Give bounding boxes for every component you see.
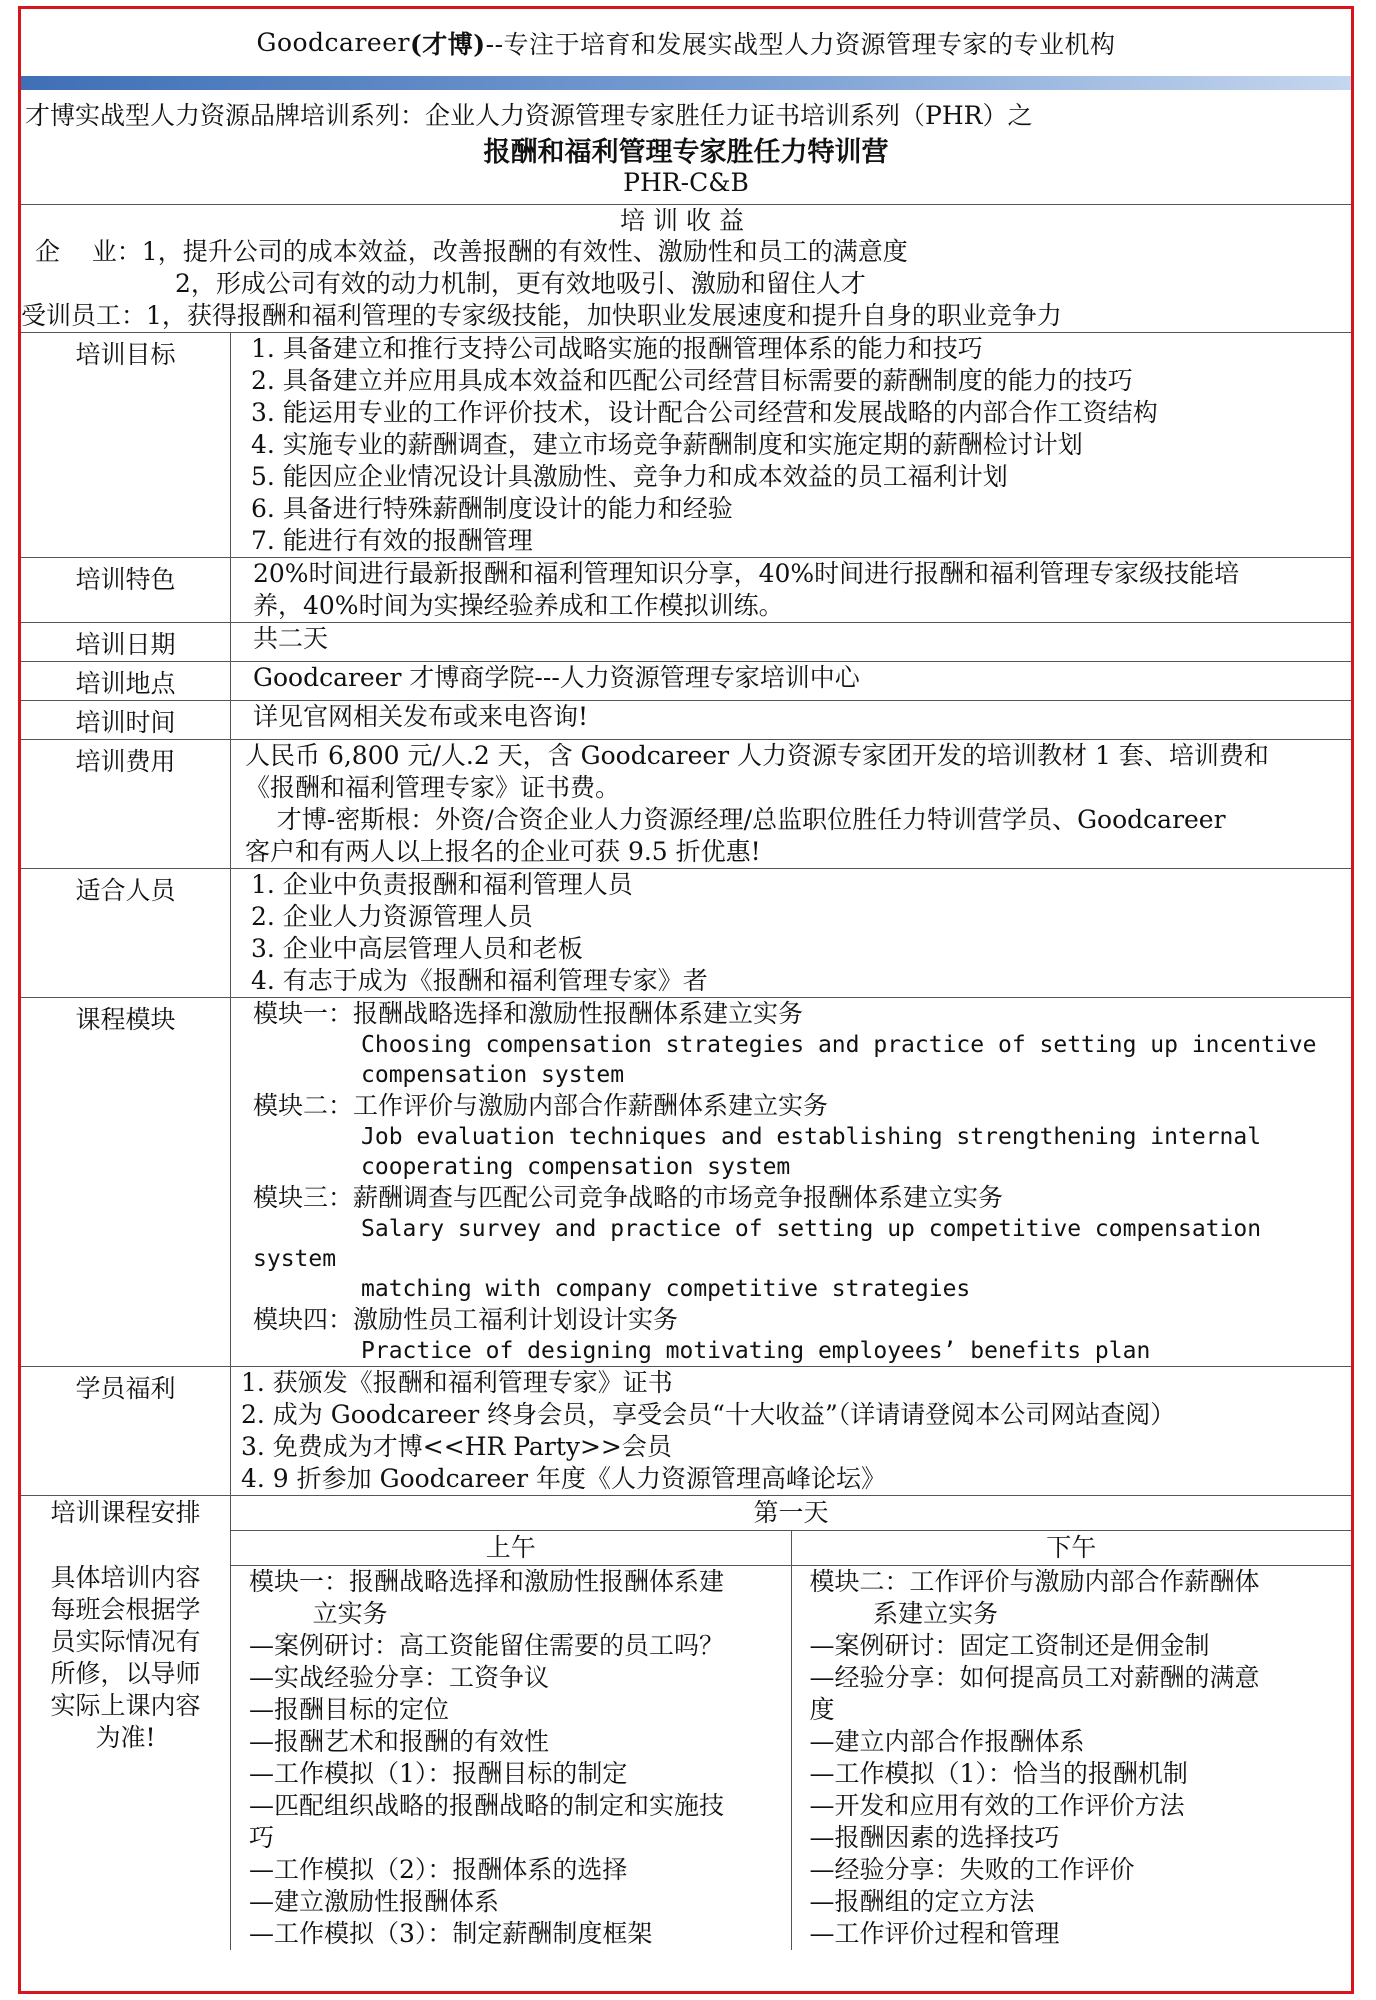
module-en: Job evaluation techniques and establishing strengthening internal bbox=[361, 1124, 1262, 1150]
schedule-afternoon bbox=[791, 1531, 1352, 1950]
module-cn: 模块四：激励性员工福利计划设计实务 bbox=[253, 1305, 679, 1334]
row-audience bbox=[21, 868, 1351, 997]
list-item: 1. 企业中负责报酬和福利管理人员 bbox=[251, 870, 633, 899]
schedule-note-line: 员实际情况有 bbox=[50, 1627, 201, 1656]
header-color-bar bbox=[21, 76, 1351, 90]
schedule-item: —案例研讨：固定工资制还是佣金制 bbox=[809, 1631, 1210, 1660]
text-line: 客户和有两人以上报名的企业可获 9.5 折优惠! bbox=[245, 837, 761, 866]
benefits-heading: 培训收益 bbox=[21, 204, 1351, 236]
list-item: 1. 获颁发《报酬和福利管理专家》证书 bbox=[241, 1368, 673, 1397]
module-en: Practice of designing motivating employees’ benefits plan bbox=[361, 1338, 1151, 1364]
schedule-note-line: 为准! bbox=[95, 1723, 156, 1752]
module-cn: 模块二：工作评价与激励内部合作薪酬体系建立实务 bbox=[253, 1091, 829, 1120]
schedule-item: —案例研讨：高工资能留住需要的员工吗？ bbox=[249, 1631, 725, 1660]
series-line: 才博实战型人力资源品牌培训系列：企业人力资源管理专家胜任力证书培训系列（PHR）之 bbox=[25, 101, 1033, 130]
header-banner bbox=[21, 9, 1351, 76]
schedule-item: —工作评价过程和管理 bbox=[809, 1919, 1060, 1948]
row-objectives bbox=[21, 332, 1351, 557]
module-cn: 模块三：薪酬调查与匹配公司竞争战略的市场竞争报酬体系建立实务 bbox=[253, 1183, 1004, 1212]
schedule-item: —报酬组的定立方法 bbox=[809, 1887, 1035, 1916]
schedule-item: 系建立实务 bbox=[809, 1599, 999, 1628]
modules-list bbox=[231, 998, 1351, 1366]
list-item: 2. 具备建立并应用具成本效益和匹配公司经营目标需要的薪酬制度的能力的技巧 bbox=[251, 366, 1133, 395]
schedule-item: —实战经验分享：工资争议 bbox=[249, 1663, 550, 1692]
row-label: 培训日期 bbox=[21, 623, 231, 661]
list-item: 7. 能进行有效的报酬管理 bbox=[251, 526, 533, 555]
perks-list bbox=[231, 1367, 1351, 1495]
header-brand-cn: (才博) bbox=[409, 29, 486, 59]
row-label: 培训特色 bbox=[21, 558, 231, 622]
schedule-item: —报酬因素的选择技巧 bbox=[809, 1823, 1060, 1852]
schedule-item: 立实务 bbox=[249, 1599, 388, 1628]
list-item: 1. 具备建立和推行支持公司战略实施的报酬管理体系的能力和技巧 bbox=[251, 334, 983, 363]
row-dates bbox=[21, 622, 1351, 661]
row-location bbox=[21, 661, 1351, 700]
schedule-item: —经验分享：失败的工作评价 bbox=[809, 1855, 1135, 1884]
benefit-company-label: 企 业： bbox=[35, 237, 142, 266]
schedule-item: —开发和应用有效的工作评价方法 bbox=[809, 1791, 1185, 1820]
afternoon-heading: 下午 bbox=[792, 1531, 1352, 1566]
schedule-item: —工作模拟（2）：报酬体系的选择 bbox=[249, 1855, 628, 1884]
row-label: 课程模块 bbox=[21, 998, 231, 1366]
schedule-item: —工作模拟（1）：恰当的报酬机制 bbox=[809, 1759, 1188, 1788]
schedule-item: —报酬目标的定位 bbox=[249, 1695, 450, 1724]
schedule-note-line: 所修，以导师 bbox=[50, 1659, 201, 1688]
row-perks bbox=[21, 1366, 1351, 1495]
schedule-halves bbox=[231, 1531, 1351, 1950]
schedule-note-line: 实际上课内容 bbox=[50, 1691, 201, 1720]
audience-list bbox=[231, 869, 1351, 997]
text-line: 20%时间进行最新报酬和福利管理知识分享，40%时间进行报酬和福利管理专家级技能培 bbox=[253, 559, 1240, 588]
schedule-item: —工作模拟（1）：报酬目标的制定 bbox=[249, 1759, 628, 1788]
course-code: PHR-C&B bbox=[623, 168, 749, 197]
row-fee bbox=[21, 739, 1351, 868]
row-modules bbox=[21, 997, 1351, 1366]
benefit-company-item: 2，形成公司有效的动力机制，更有效地吸引、激励和留住人才 bbox=[175, 269, 866, 298]
schedule-item: 模块一：报酬战略选择和激励性报酬体系建 bbox=[249, 1567, 725, 1596]
module-en: Choosing compensation strategies and practice of setting up incentive bbox=[361, 1032, 1317, 1058]
location-value: Goodcareer 才博商学院---人力资源管理专家培训中心 bbox=[253, 663, 860, 692]
row-features bbox=[21, 557, 1351, 622]
text-line: 才博-密斯根：外资/合资企业人力资源经理/总监职位胜任力特训营学员、Goodcareer bbox=[245, 805, 1226, 834]
schedule-item: —经验分享：如何提高员工对薪酬的满意 bbox=[809, 1663, 1260, 1692]
module-en: cooperating compensation system bbox=[361, 1154, 791, 1180]
benefit-employee-line bbox=[21, 300, 1351, 332]
header-brand-prefix: Goodcareer bbox=[256, 28, 410, 57]
benefit-company-line-1 bbox=[21, 236, 1351, 268]
row-label: 培训课程安排 bbox=[50, 1498, 201, 1527]
benefit-company-item: 1，提升公司的成本效益，改善报酬的有效性、激励性和员工的满意度 bbox=[141, 237, 908, 266]
schedule-content bbox=[231, 1496, 1351, 1950]
schedule-note-line: 每班会根据学 bbox=[50, 1595, 201, 1624]
objectives-list bbox=[231, 333, 1351, 557]
course-title: 报酬和福利管理专家胜任力特训营 bbox=[483, 137, 889, 168]
schedule-item: —工作模拟（3）：制定薪酬制度框架 bbox=[249, 1919, 653, 1948]
list-item: 5. 能因应企业情况设计具激励性、竞争力和成本效益的员工福利计划 bbox=[251, 462, 1008, 491]
list-item: 2. 企业人力资源管理人员 bbox=[251, 902, 533, 931]
row-label: 培训地点 bbox=[21, 662, 231, 700]
text-line: 《报酬和福利管理专家》证书费。 bbox=[245, 773, 621, 802]
schedule-item: —建立激励性报酬体系 bbox=[249, 1887, 500, 1916]
schedule-item: 巧 bbox=[249, 1823, 275, 1852]
list-item: 3. 能运用专业的工作评价技术，设计配合公司经营和发展战略的内部合作工资结构 bbox=[251, 398, 1158, 427]
benefit-employee-label: 受训员工： bbox=[21, 301, 147, 330]
row-label: 培训目标 bbox=[21, 333, 231, 557]
text-line: 人民币 6,800 元/人.2 天，含 Goodcareer 人力资源专家团开发的培训教材 1 套、培训费和 bbox=[245, 741, 1269, 770]
row-label: 培训费用 bbox=[21, 740, 231, 868]
module-en: compensation system bbox=[361, 1062, 625, 1088]
module-en: matching with company competitive strategies bbox=[361, 1276, 971, 1302]
header-tagline: --专注于培育和发展实战型人力资源管理专家的专业机构 bbox=[485, 29, 1116, 59]
schedule-item: 模块二：工作评价与激励内部合作薪酬体 bbox=[809, 1567, 1260, 1596]
schedule-day: 第一天 bbox=[231, 1496, 1351, 1531]
list-item: 3. 企业中高层管理人员和老板 bbox=[251, 934, 583, 963]
schedule-item: —报酬艺术和报酬的有效性 bbox=[249, 1727, 550, 1756]
schedule-item: —建立内部合作报酬体系 bbox=[809, 1727, 1085, 1756]
dates-value: 共二天 bbox=[253, 624, 329, 653]
list-item: 6. 具备进行特殊薪酬制度设计的能力和经验 bbox=[251, 494, 733, 523]
list-item: 4. 实施专业的薪酬调查，建立市场竞争薪酬制度和实施定期的薪酬检讨计划 bbox=[251, 430, 1083, 459]
module-cn: 模块一：报酬战略选择和激励性报酬体系建立实务 bbox=[253, 999, 804, 1028]
schedule-label-cell bbox=[21, 1496, 231, 1950]
benefit-company-line-2 bbox=[21, 268, 1351, 300]
module-en-wrap: system bbox=[253, 1246, 337, 1272]
list-item: 2. 成为 Goodcareer 终身会员，享受会员“十大收益”（详请请登阅本公司网站查阅） bbox=[241, 1400, 1176, 1429]
list-item: 3. 免费成为才博<<HR Party>>会员 bbox=[241, 1432, 672, 1461]
row-time bbox=[21, 700, 1351, 739]
time-value: 详见官网相关发布或来电咨询! bbox=[253, 702, 589, 731]
schedule-item: 度 bbox=[809, 1695, 835, 1724]
module-en: Salary survey and practice of setting up competitive compensation bbox=[361, 1216, 1262, 1242]
morning-heading: 上午 bbox=[231, 1531, 791, 1566]
fee-text bbox=[231, 740, 1351, 868]
list-item: 4. 有志于成为《报酬和福利管理专家》者 bbox=[251, 966, 708, 995]
schedule-item: —匹配组织战略的报酬战略的制定和实施技 bbox=[249, 1791, 725, 1820]
row-schedule bbox=[21, 1495, 1351, 1950]
schedule-morning bbox=[231, 1531, 791, 1950]
row-label: 培训时间 bbox=[21, 701, 231, 739]
row-label: 适合人员 bbox=[21, 869, 231, 997]
text-line: 养，40%时间为实操经验养成和工作模拟训练。 bbox=[253, 591, 784, 620]
features-text bbox=[231, 558, 1351, 622]
document-frame bbox=[18, 6, 1354, 1994]
schedule-note-line: 具体培训内容 bbox=[50, 1563, 201, 1592]
list-item: 4. 9 折参加 Goodcareer 年度《人力资源管理高峰论坛》 bbox=[241, 1464, 887, 1493]
benefit-employee-item: 1，获得报酬和福利管理的专家级技能，加快职业发展速度和提升自身的职业竞争力 bbox=[146, 301, 1062, 330]
row-label: 学员福利 bbox=[21, 1367, 231, 1495]
